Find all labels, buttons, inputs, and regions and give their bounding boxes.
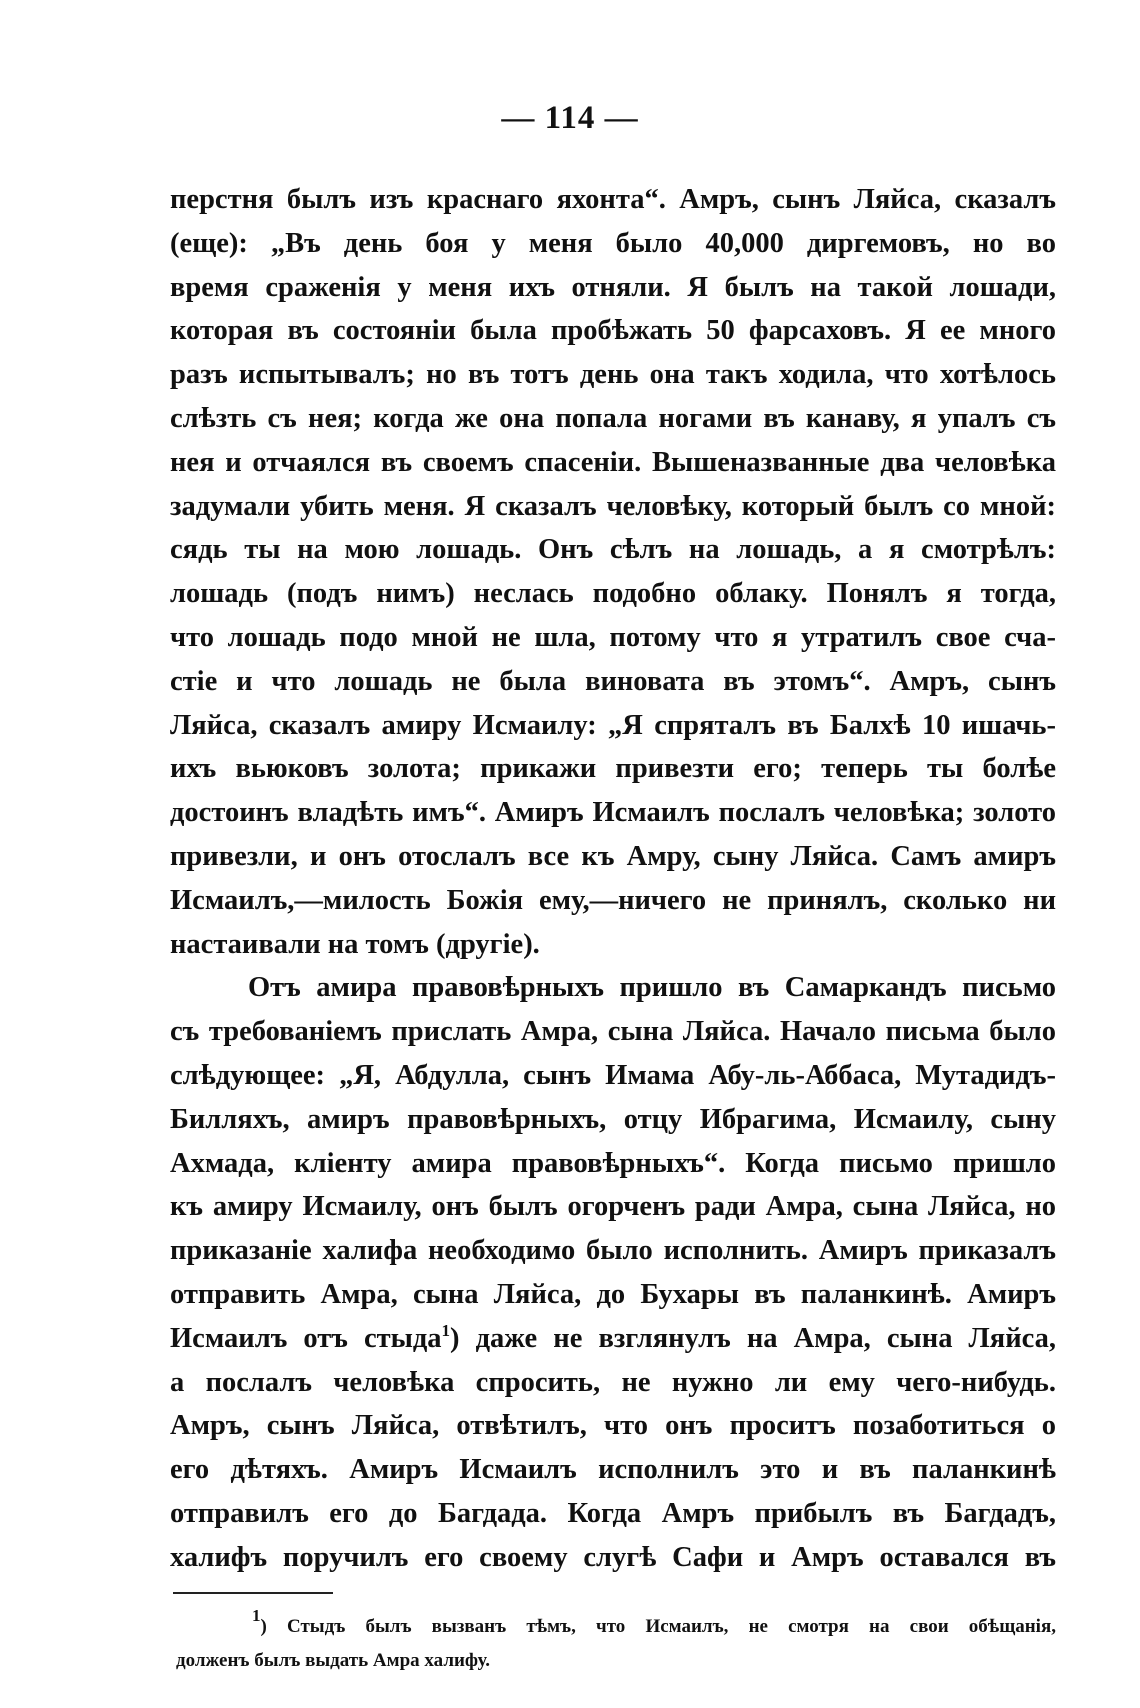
text-line: привезли, и онъ отослалъ все къ Амру, сыну Ляйса. Самъ амиръ: [170, 840, 1056, 872]
text-line: Ляйса, сказалъ амиру Исмаилу: „Я спряталъ въ Балхѣ 10 ишачь-: [170, 709, 1056, 741]
text-line: Амръ, сынъ Ляйса, отвѣтилъ, что онъ проситъ позаботиться о: [170, 1410, 1056, 1442]
text-line: Исмаилъ,—милость Божія ему,—ничего не принялъ, сколько ни: [170, 884, 1056, 916]
text-line: халифъ поручилъ его своему слугѣ Сафи и Амръ оставался въ: [170, 1541, 1056, 1573]
footnote-reference: 1: [441, 1320, 451, 1340]
footnote-text: ) Стыдъ былъ вызванъ тѣмъ, что Исмаилъ, не смотря на свои обѣщанія,: [260, 1616, 1056, 1637]
text-line: стіе и что лошадь не была виновата въ этомъ“. Амръ, сынъ: [170, 665, 1056, 697]
text-line: его дѣтяхъ. Амиръ Исмаилъ исполнилъ это и въ паланкинѣ: [170, 1454, 1056, 1486]
text-line: которая въ состояніи была пробѣжать 50 фарсаховъ. Я ее много: [170, 315, 1056, 347]
text-line: Ахмада, кліенту амира правовѣрныхъ“. Когда письмо пришло: [170, 1147, 1056, 1179]
text-line: разъ испытывалъ; но въ тотъ день она такъ ходила, что хотѣлось: [170, 359, 1056, 391]
text-line: (еще): „Въ день боя у меня было 40,000 диргемовъ, но во: [170, 227, 1056, 259]
text-line: перстня былъ изъ краснаго яхонта“. Амръ, сынъ Ляйса, сказалъ: [170, 184, 1056, 215]
text-line: лошадь (подъ нимъ) неслась подобно облаку. Понялъ я тогда,: [170, 578, 1056, 610]
footnote-line: [176, 1610, 1056, 1644]
text-line: слѣзть съ нея; когда же она попала ногами въ канаву, я упалъ съ: [170, 402, 1056, 434]
text-line: что лошадь подо мной не шла, потому что я утратилъ свое сча-: [170, 621, 1056, 653]
line-text-continued: ) даже не взглянулъ на Амра, сына Ляйса,: [450, 1322, 1056, 1354]
text-line: слѣдующее: „Я, Абдулла, сынъ Имама Абу-ль-Аббаса, Мутадидъ-: [170, 1059, 1056, 1091]
text-line: приказаніе халифа необходимо было исполнить. Амиръ приказалъ: [170, 1235, 1056, 1267]
text-line: время сраженія у меня ихъ отняли. Я былъ на такой лошади,: [170, 271, 1056, 303]
text-line: а послалъ человѣка спросить, не нужно ли ему чего-нибудь.: [170, 1366, 1056, 1398]
text-line: отправилъ его до Багдада. Когда Амръ прибылъ въ Багдадъ,: [170, 1497, 1056, 1529]
footnote: [176, 1610, 1056, 1678]
text-line: ихъ вьюковъ золота; прикажи привезти его; теперь ты болѣе: [170, 753, 1056, 785]
paragraph-end-line: настаивали на томъ (другіе).: [170, 928, 540, 960]
text-line: съ требованіемъ прислать Амра, сына Ляйса. Начало письма было: [170, 1016, 1056, 1048]
body-text: [170, 178, 1056, 1580]
text-line: отправить Амра, сына Ляйса, до Бухары въ паланкинѣ. Амиръ: [170, 1278, 1056, 1310]
paragraph-start-line: Отъ амира правовѣрныхъ пришло въ Самаркандъ письмо: [248, 972, 1056, 1004]
text-line: сядь ты на мою лошадь. Онъ сѣлъ на лошадь, а я смотрѣлъ:: [170, 534, 1056, 566]
text-line: задумали убить меня. Я сказалъ человѣку, который былъ со мной:: [170, 490, 1056, 522]
text-line: достоинъ владѣть имъ“. Амиръ Исмаилъ послалъ человѣка; золото: [170, 797, 1056, 829]
text-line: Билляхъ, амиръ правовѣрныхъ, отцу Ибрагима, Исмаилу, сыну: [170, 1103, 1056, 1135]
page-number: — 114 —: [501, 100, 639, 136]
text-line: къ амиру Исмаилу, онъ былъ огорченъ ради Амра, сына Ляйса, но: [170, 1191, 1056, 1223]
text-line: нея и отчаялся въ своемъ спасеніи. Вышеназванные два человѣка: [170, 446, 1056, 478]
footnote-mark: 1: [252, 1610, 261, 1625]
text-line-with-footnote: [170, 1317, 1056, 1361]
footnote-divider: [173, 1592, 333, 1594]
footnote-line: долженъ былъ выдать Амра халифу.: [176, 1650, 490, 1671]
line-text: Исмаилъ отъ стыда: [170, 1322, 442, 1354]
